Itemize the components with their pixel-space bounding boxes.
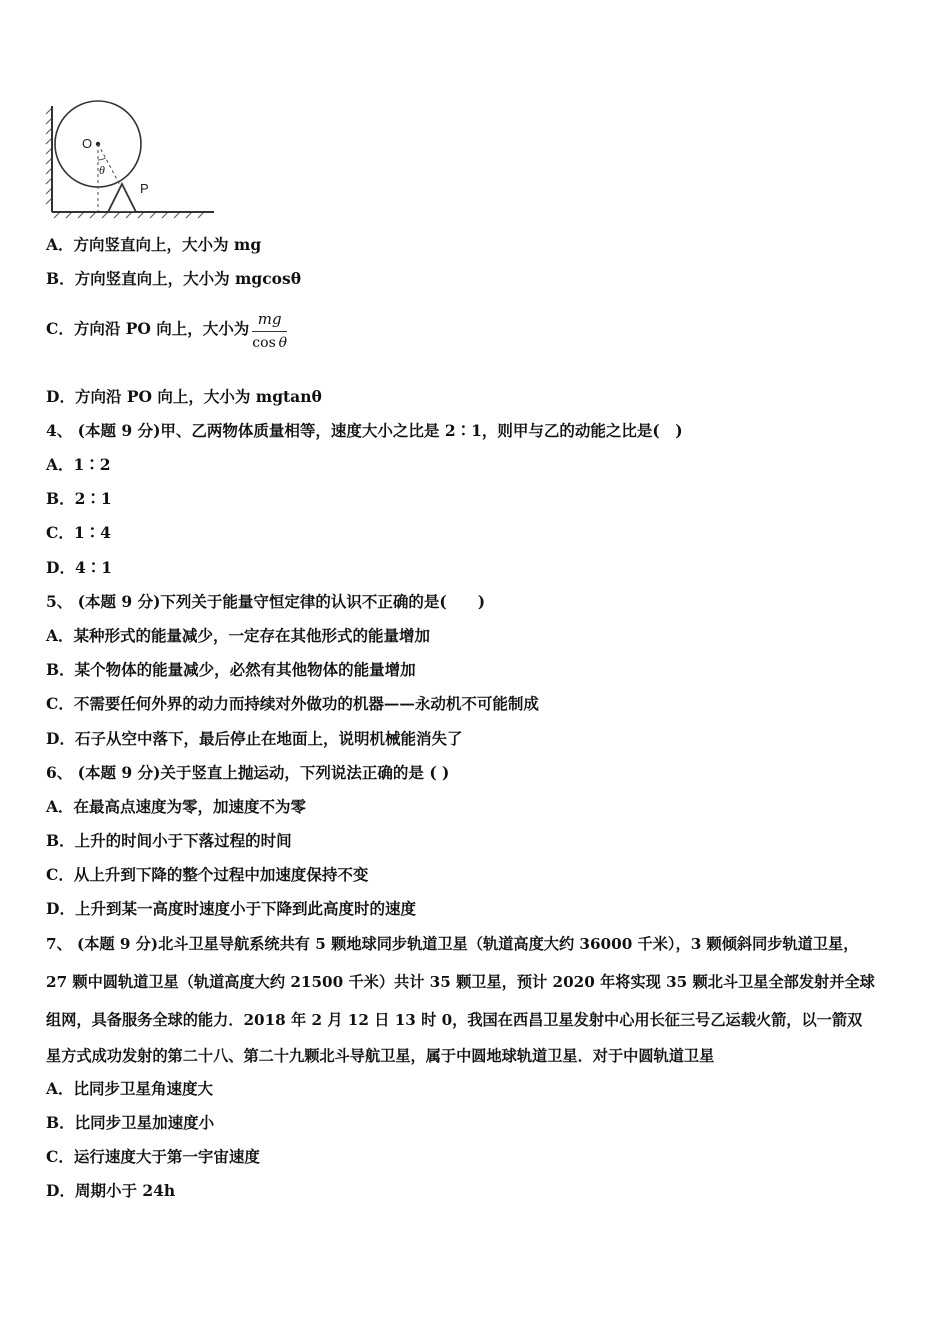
q3-option-a: A．方向竖直向上，大小为 mg [46, 235, 262, 254]
q7-option-b: B．比同步卫星加速度小 [46, 1113, 215, 1132]
mg-over-cos-theta-fraction [252, 309, 287, 352]
label-theta: θ [99, 163, 105, 177]
q3-option-c-text: C．方向沿 PO 向上，大小为 [46, 319, 250, 338]
label-o: O [82, 136, 93, 151]
q5-option-d: D．石子从空中落下，最后停止在地面上，说明机械能消失了 [46, 729, 463, 748]
q3-option-b: B．方向竖直向上，大小为 mgcosθ [46, 269, 302, 288]
q6-stem: 6、 (本题 9 分)关于竖直上抛运动，下列说法正确的是 ( ) [46, 763, 450, 782]
q6-option-b: B．上升的时间小于下落过程的时间 [46, 831, 292, 850]
q4-option-a: A．1∶2 [46, 455, 111, 474]
q5-option-a: A．某种形式的能量减少，一定存在其他形式的能量增加 [46, 626, 431, 645]
q4-option-b: B．2∶1 [46, 489, 112, 508]
q7-option-c: C．运行速度大于第一宇宙速度 [46, 1147, 260, 1166]
q4-option-c: C．1∶4 [46, 523, 111, 542]
q3-option-c [46, 304, 287, 354]
q6-option-c: C．从上升到下降的整个过程中加速度保持不变 [46, 865, 369, 884]
fraction-denominator [252, 332, 287, 352]
label-p: P [140, 181, 149, 196]
q7-stem-line-3: 组网，具备服务全球的能力．2018 年 2 月 12 日 13 时 0，我国在西昌卫星发射中心用长征三号乙运载火箭，以一箭双 [46, 1011, 863, 1029]
q5-stem: 5、 (本题 9 分)下列关于能量守恒定律的认识不正确的是( ) [46, 592, 486, 611]
theta-arc [98, 158, 106, 160]
ball-wall-wedge-diagram [44, 96, 216, 220]
fraction-cos: cos [252, 334, 276, 351]
q7-stem-line-2: 27 颗中圆轨道卫星（轨道高度大约 21500 千米）共计 35 颗卫星，预计 2020 年将实现 35 颗北斗卫星全部发射并全球 [46, 973, 875, 991]
q5-option-b: B．某个物体的能量减少，必然有其他物体的能量增加 [46, 660, 416, 679]
wedge-p [108, 184, 136, 212]
fraction-numerator: mg [252, 309, 287, 332]
q4-option-d: D．4∶1 [46, 558, 113, 577]
q7-stem-line-1: 7、 (本题 9 分)北斗卫星导航系统共有 5 颗地球同步轨道卫星（轨道高度大约 36000 千米），3 颗倾斜同步轨道卫星， [46, 935, 859, 953]
q7-stem-line-4: 星方式成功发射的第二十八、第二十九颗北斗导航卫星，属于中圆地球轨道卫星．对于中圆轨道卫星 [46, 1047, 715, 1065]
q7-option-a: A．比同步卫星角速度大 [46, 1079, 214, 1098]
q7-option-d: D．周期小于 24h [46, 1181, 176, 1200]
q4-stem: 4、 (本题 9 分)甲、乙两物体质量相等，速度大小之比是 2∶1，则甲与乙的动能之比是( ) [46, 421, 683, 440]
fraction-theta: θ [278, 334, 287, 351]
q6-option-a: A．在最高点速度为零，加速度不为零 [46, 797, 307, 816]
q6-option-d: D．上升到某一高度时速度小于下降到此高度时的速度 [46, 899, 416, 918]
q3-option-d: D．方向沿 PO 向上，大小为 mgtanθ [46, 387, 322, 406]
q5-option-c: C．不需要任何外界的动力而持续对外做功的机器——永动机不可能制成 [46, 694, 539, 713]
